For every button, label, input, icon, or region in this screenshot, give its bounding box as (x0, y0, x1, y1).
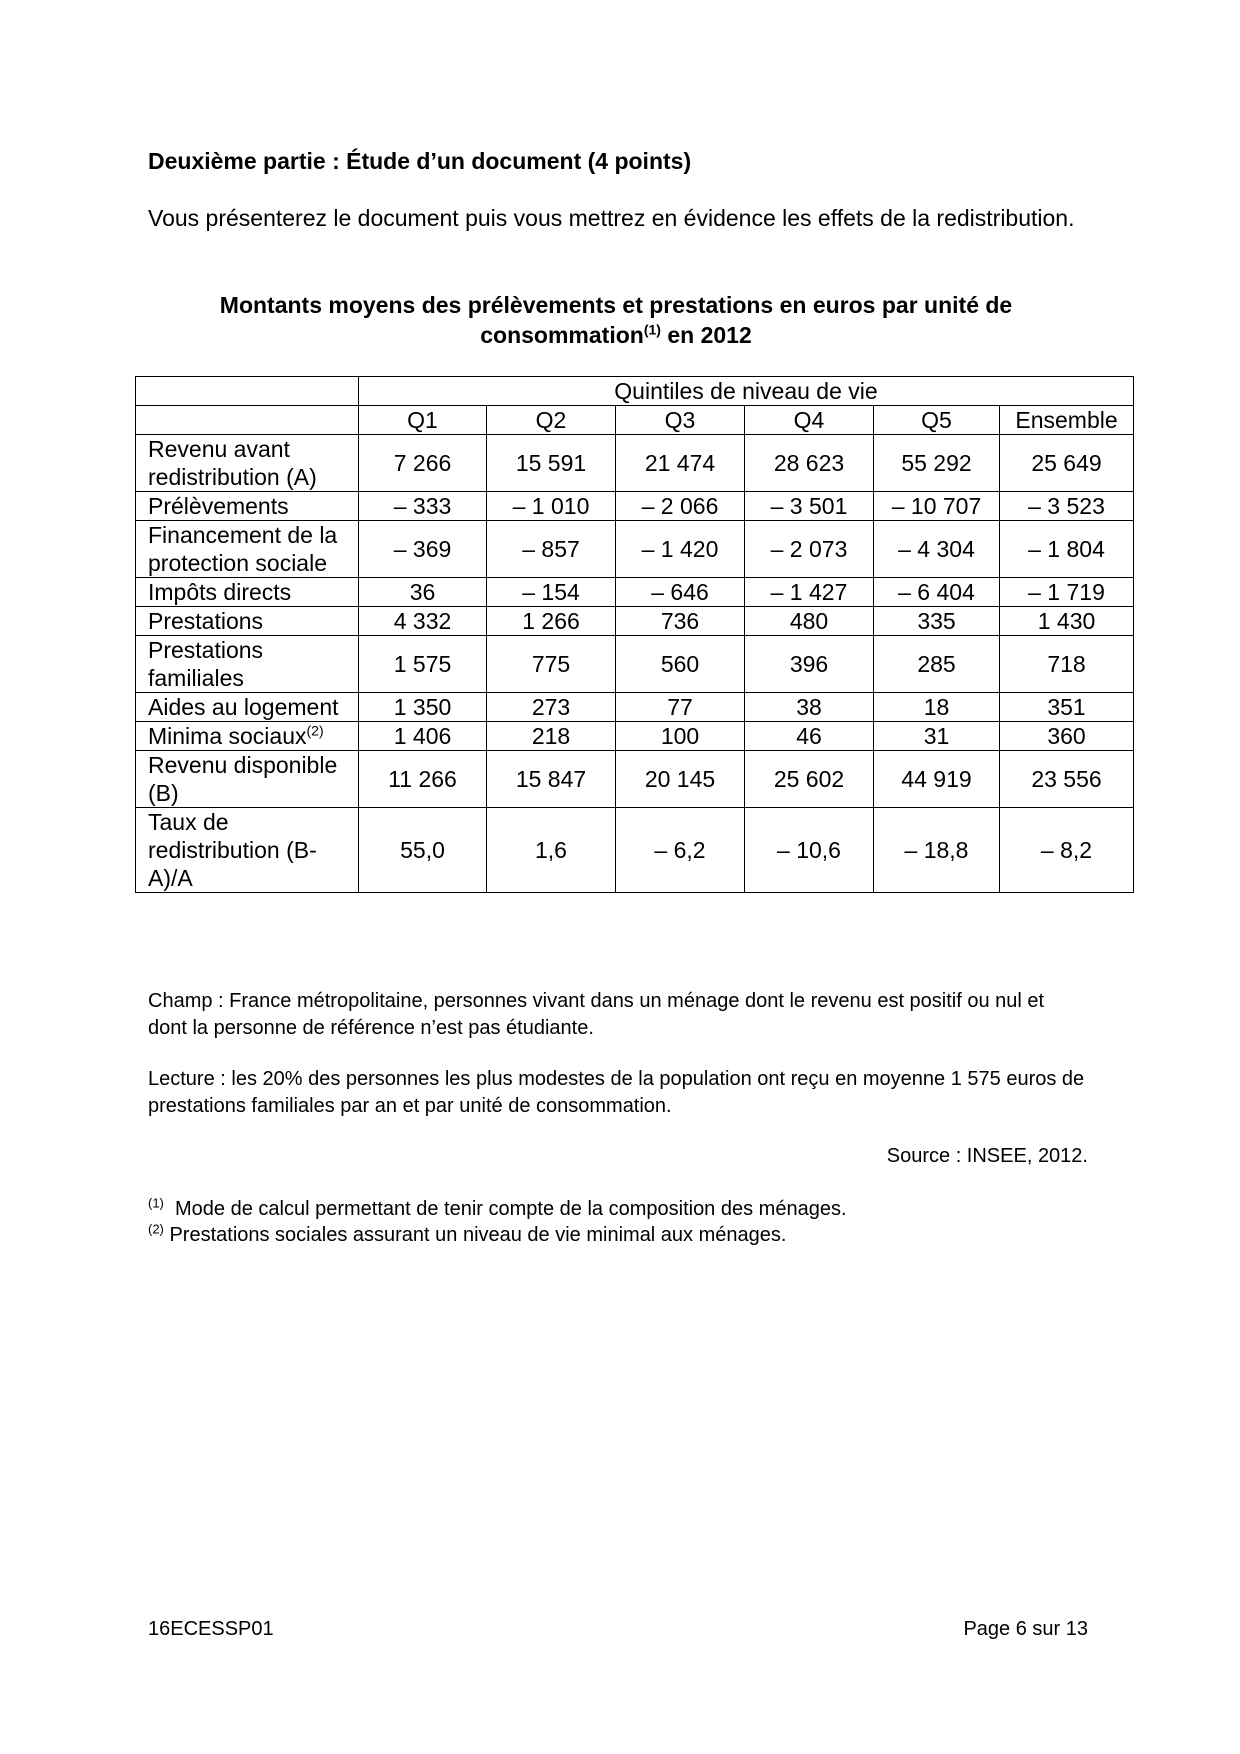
row-label-cell (136, 693, 359, 722)
column-header-q3: Q3 (616, 406, 745, 435)
row-label-cell (136, 492, 359, 521)
cell-q1: 11 266 (359, 751, 487, 808)
cell-q5: 335 (874, 607, 1000, 636)
footnote-2 (148, 1222, 786, 1248)
row-label: Aides au logement (148, 694, 339, 720)
row-label-cell (136, 435, 359, 492)
row-label: Prestations (148, 608, 264, 634)
cell-q3: – 6,2 (616, 808, 745, 893)
column-header-q4: Q4 (745, 406, 874, 435)
table-group-header-row (136, 377, 1134, 406)
cell-q3: 736 (616, 607, 745, 636)
instruction-text: Vous présenterez le document puis vous mettrez en évidence les effets de la redistribution. (148, 205, 1075, 231)
footer-code: 16ECESSP01 (148, 1618, 274, 1640)
cell-q4: 25 602 (745, 751, 874, 808)
note-champ: Champ : France métropolitaine, personnes vivant dans un ménage dont le revenu est positif ou nul et dont la personne de référence n’est pas étudiante. (148, 990, 1045, 1039)
cell-q4: – 10,6 (745, 808, 874, 893)
cell-q3: 21 474 (616, 435, 745, 492)
table-row (136, 607, 1134, 636)
title-line-2-year: en 2012 (660, 322, 752, 348)
cell-q3: 20 145 (616, 751, 745, 808)
cell-q1: 36 (359, 578, 487, 607)
cell-q5: – 10 707 (874, 492, 1000, 521)
title-line-1: Montants moyens des prélèvements et prestations en euros par unité de (219, 292, 1013, 318)
footnote-1-mark: (1) (148, 1195, 164, 1211)
cell-q5: 18 (874, 693, 1000, 722)
row-label: Prestations familiales (148, 637, 264, 691)
row-label-cell (136, 808, 359, 893)
footnote-2-mark: (2) (148, 1221, 164, 1237)
table-row (136, 492, 1134, 521)
table-corner-cell (136, 377, 359, 406)
row-label: Minima sociaux (148, 723, 307, 749)
cell-q4: 38 (745, 693, 874, 722)
cell-q2: – 1 010 (487, 492, 616, 521)
footnote-1 (148, 1196, 847, 1222)
table-row (136, 636, 1134, 693)
footnote-2-text: Prestations sociales assurant un niveau de vie minimal aux ménages. (169, 1224, 787, 1246)
cell-q1: 1 575 (359, 636, 487, 693)
cell-q1: – 369 (359, 521, 487, 578)
row-label: Taux de redistribution (B-A)/A (148, 809, 317, 891)
column-header-q2: Q2 (487, 406, 616, 435)
cell-q3: 77 (616, 693, 745, 722)
column-header-q5: Q5 (874, 406, 1000, 435)
cell-q5: 44 919 (874, 751, 1000, 808)
row-label: Revenu avant redistribution (A) (148, 436, 317, 490)
cell-q4: – 2 073 (745, 521, 874, 578)
cell-q5: – 6 404 (874, 578, 1000, 607)
cell-ensemble: – 1 804 (1000, 521, 1134, 578)
table-row (136, 435, 1134, 492)
group-header-quintiles: Quintiles de niveau de vie (359, 377, 1134, 406)
cell-q3: – 1 420 (616, 521, 745, 578)
row-label-cell (136, 578, 359, 607)
row-label: Impôts directs (148, 579, 292, 605)
cell-q3: 100 (616, 722, 745, 751)
cell-q4: 46 (745, 722, 874, 751)
table-corner-cell (136, 406, 359, 435)
cell-q2: – 154 (487, 578, 616, 607)
table-row (136, 751, 1134, 808)
cell-ensemble: – 8,2 (1000, 808, 1134, 893)
cell-q5: – 4 304 (874, 521, 1000, 578)
row-label: Financement de la protection sociale (148, 522, 338, 576)
row-label-cell (136, 722, 359, 751)
cell-q3: – 646 (616, 578, 745, 607)
cell-ensemble: 351 (1000, 693, 1134, 722)
cell-q1: 1 350 (359, 693, 487, 722)
cell-ensemble: 1 430 (1000, 607, 1134, 636)
cell-q4: 480 (745, 607, 874, 636)
cell-q3: – 2 066 (616, 492, 745, 521)
row-label: Prélèvements (148, 493, 289, 519)
cell-q1: 4 332 (359, 607, 487, 636)
title-footnote-mark: (1) (643, 321, 661, 338)
cell-q5: 285 (874, 636, 1000, 693)
cell-q2: 15 847 (487, 751, 616, 808)
row-label-cell (136, 636, 359, 693)
cell-q2: 1 266 (487, 607, 616, 636)
row-label-cell (136, 521, 359, 578)
cell-q1: 55,0 (359, 808, 487, 893)
table-row (136, 693, 1134, 722)
note-lecture: Lecture : les 20% des personnes les plus modestes de la population ont reçu en moyenne 1 575 euros de prestations familiales par an et par unité de consommation. (148, 1068, 1085, 1117)
row-label-cell (136, 751, 359, 808)
cell-q5: 31 (874, 722, 1000, 751)
cell-q5: – 18,8 (874, 808, 1000, 893)
cell-q4: 28 623 (745, 435, 874, 492)
cell-q1: 7 266 (359, 435, 487, 492)
cell-q2: – 857 (487, 521, 616, 578)
cell-q5: 55 292 (874, 435, 1000, 492)
table-row (136, 521, 1134, 578)
row-label-cell (136, 607, 359, 636)
cell-q1: – 333 (359, 492, 487, 521)
cell-q4: 396 (745, 636, 874, 693)
cell-q4: – 3 501 (745, 492, 874, 521)
column-header-ensemble: Ensemble (1000, 406, 1134, 435)
data-table (135, 376, 1134, 893)
cell-q2: 1,6 (487, 808, 616, 893)
section-heading: Deuxième partie : Étude d’un document (4 points) (148, 148, 692, 174)
row-label-footnote-mark: (2) (306, 722, 324, 739)
row-label: Revenu disponible (B) (148, 752, 338, 806)
cell-q2: 15 591 (487, 435, 616, 492)
cell-q1: 1 406 (359, 722, 487, 751)
title-line-2: consommation (480, 322, 644, 348)
cell-ensemble: 360 (1000, 722, 1134, 751)
cell-q3: 560 (616, 636, 745, 693)
cell-ensemble: 23 556 (1000, 751, 1134, 808)
cell-ensemble: 718 (1000, 636, 1134, 693)
document-title (148, 290, 1084, 350)
table-row (136, 578, 1134, 607)
table-row (136, 808, 1134, 893)
cell-ensemble: – 1 719 (1000, 578, 1134, 607)
note-source: Source : INSEE, 2012. (886, 1145, 1088, 1167)
column-header-q1: Q1 (359, 406, 487, 435)
cell-q2: 273 (487, 693, 616, 722)
cell-q2: 218 (487, 722, 616, 751)
footer-page-number: Page 6 sur 13 (963, 1618, 1088, 1640)
footnote-1-text: Mode de calcul permettant de tenir compte de la composition des ménages. (175, 1198, 847, 1220)
table-column-header-row (136, 406, 1134, 435)
cell-q4: – 1 427 (745, 578, 874, 607)
cell-ensemble: 25 649 (1000, 435, 1134, 492)
cell-ensemble: – 3 523 (1000, 492, 1134, 521)
table-row (136, 722, 1134, 751)
cell-q2: 775 (487, 636, 616, 693)
